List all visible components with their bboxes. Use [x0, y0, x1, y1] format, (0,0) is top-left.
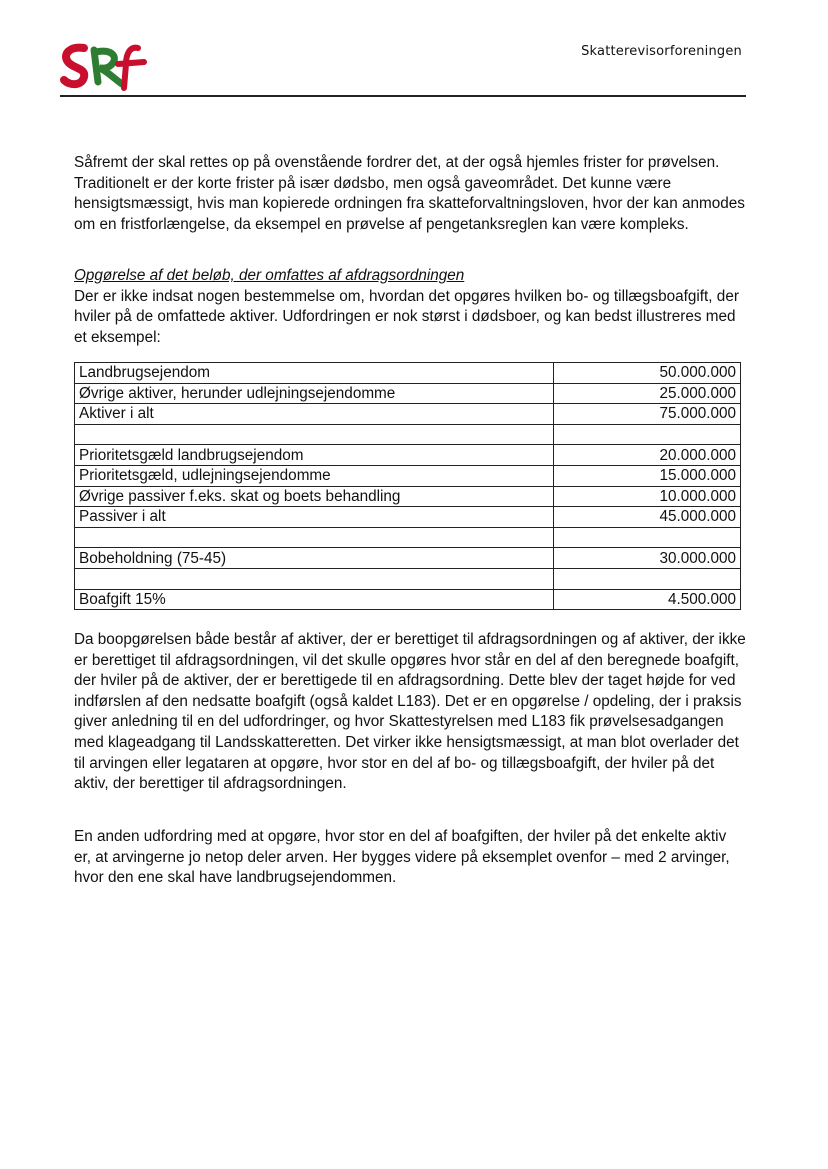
table-row	[75, 548, 741, 569]
table-cell-amount: 30.000.000	[554, 548, 741, 569]
table-cell-amount: 10.000.000	[554, 486, 741, 507]
paragraph-section	[74, 266, 746, 348]
table-row	[75, 445, 741, 466]
paragraph-text: En anden udfordring med at opgøre, hvor stor en del af boafgiften, der hviler på det enkelte aktiv er, at arvingerne jo netop deler arven. Her bygges videre på eksemplet ovenfor – med 2 arvinger, hvor den ene skal have landbrugsejendommen.	[74, 828, 730, 887]
estate-table-body	[75, 363, 741, 610]
paragraph-text: Da boopgørelsen både består af aktiver, der er berettiget til afdragsordningen og af aktiver, der ikke er berettiget til afdragsordningen, vil det skulle opgøres hvor står en del af den beregnede boafgift, der hviler på de aktiver, der er berettigede til en afdragsordning. Dette blev der taget højde for ved indførslen af den nedsatte boafgift (også kaldet L183). Det er en opgørelse / opdeling, der i praksis giver anledning til en del udfordringer, og hvor Skattestyrelsen med L183 fik prøvelsesadgangen med klageadgang til Landsskatteretten. Det virker ikke hensigtsmæssigt, at man blot overlader det til arvingen eller legataren at opgøre, hvor stor en del af bo- og tillægsboafgift, der hviler på det aktiv, der berettiger til afdragsordningen.	[74, 631, 746, 793]
table-row	[75, 486, 741, 507]
header-divider	[60, 95, 746, 97]
table-row	[75, 589, 741, 610]
table-cell-label	[75, 527, 554, 548]
paragraph-text: Der er ikke indsat nogen bestemmelse om, hvordan det opgøres hvilken bo- og tillægsboafgift, der hviler på de omfattede aktiver. Udfordringen er nok størst i dødsboer, og kan bedst illustreres med et eksempel:	[74, 287, 739, 346]
table-row	[75, 404, 741, 425]
table-cell-amount: 50.000.000	[554, 363, 741, 384]
table-cell-amount: 45.000.000	[554, 507, 741, 528]
table-cell-label: Aktiver i alt	[75, 404, 554, 425]
page-header	[60, 38, 746, 96]
table-cell-amount	[554, 568, 741, 589]
table-cell-amount: 15.000.000	[554, 465, 741, 486]
table-cell-label: Øvrige passiver f.eks. skat og boets behandling	[75, 486, 554, 507]
table-cell-amount: 4.500.000	[554, 589, 741, 610]
table-cell-label: Passiver i alt	[75, 507, 554, 528]
table-row	[75, 383, 741, 404]
table-row	[75, 363, 741, 384]
table-row-blank	[75, 424, 741, 445]
table-cell-label: Boafgift 15%	[75, 589, 554, 610]
table-cell-label: Bobeholdning (75-45)	[75, 548, 554, 569]
section-heading: Opgørelse af det beløb, der omfattes af afdragsordningen	[74, 267, 465, 284]
table-cell-label	[75, 424, 554, 445]
table-cell-amount: 20.000.000	[554, 445, 741, 466]
table-row	[75, 507, 741, 528]
table-cell-amount: 25.000.000	[554, 383, 741, 404]
table-cell-amount	[554, 527, 741, 548]
table-cell-label: Prioritetsgæld landbrugsejendom	[75, 445, 554, 466]
table-row-blank	[75, 527, 741, 548]
table-cell-amount: 75.000.000	[554, 404, 741, 425]
table-cell-label: Landbrugsejendom	[75, 363, 554, 384]
paragraph-text: Såfremt der skal rettes op på ovenstående fordrer det, at der også hjemles frister for prøvelsen. Traditionelt er der korte frister på især dødsbo, men også gaveområdet. Det kunne være hensigtsmæssigt, hvis man kopierede ordningen fra skatteforvaltningsloven, hvor der kan anmodes om en fristforlængelse, da eksempel en prøvelse af pengetanksreglen kan være kompleks.	[74, 154, 745, 233]
paragraph-discussion	[74, 630, 746, 795]
table-row-blank	[75, 568, 741, 589]
paragraph-intro	[74, 153, 746, 235]
table-cell-label	[75, 568, 554, 589]
srf-logo	[60, 42, 152, 92]
organization-name: Skatterevisorforeningen	[581, 44, 742, 59]
table-cell-label: Prioritetsgæld, udlejningsejendomme	[75, 465, 554, 486]
paragraph-conclusion	[74, 827, 746, 889]
estate-table	[74, 362, 741, 610]
table-cell-amount	[554, 424, 741, 445]
table-cell-label: Øvrige aktiver, herunder udlejningsejendomme	[75, 383, 554, 404]
table-row	[75, 465, 741, 486]
